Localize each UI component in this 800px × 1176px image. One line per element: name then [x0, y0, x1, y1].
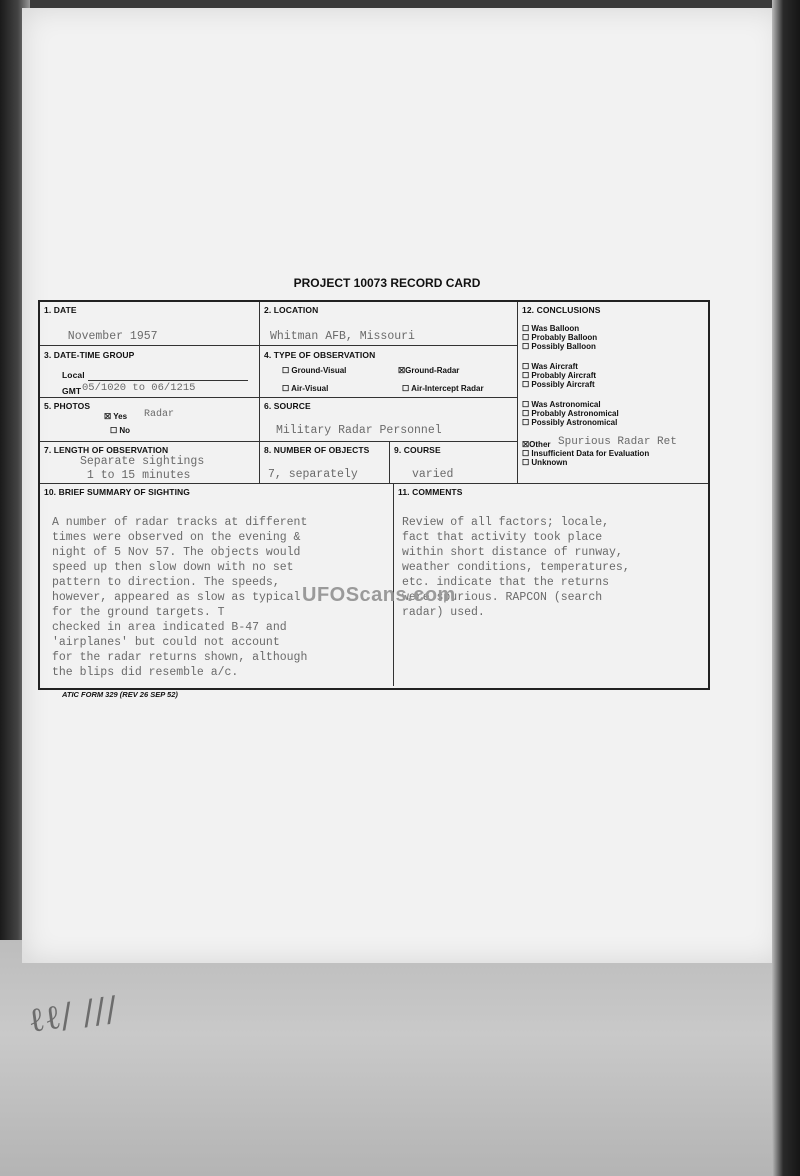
course-value: varied [412, 468, 454, 481]
type-option-ground-radar: ☒Ground-Radar [398, 366, 460, 375]
watermark: UFOScans.com [302, 584, 456, 606]
conclusion-was-aircraft: ☐ Was Aircraft [522, 362, 578, 371]
conclusion-other: ☒Other [522, 440, 551, 449]
length-label: 7. LENGTH OF OBSERVATION [44, 445, 169, 455]
cell-number [260, 442, 390, 484]
summary-line: night of 5 Nov 57. The objects would [52, 546, 301, 559]
photos-yes-note: Radar [144, 409, 175, 420]
comment-line: Review of all factors; locale, [402, 516, 610, 529]
local-label: Local [62, 370, 85, 380]
conclusion-possibly-aircraft: ☐ Possibly Aircraft [522, 380, 595, 389]
location-value: Whitman AFB, Missouri [270, 330, 415, 343]
cell-course [390, 442, 518, 484]
summary-line: times were observed on the evening & [52, 531, 301, 544]
location-label: 2. LOCATION [264, 305, 319, 315]
type-label: 4. TYPE OF OBSERVATION [264, 350, 376, 360]
conclusion-was-astronomical: ☐ Was Astronomical [522, 400, 601, 409]
photos-label: 5. PHOTOS [44, 401, 91, 411]
handwritten-mark: ℓℓ/ /// [25, 988, 120, 1042]
comment-line: within short distance of runway, [402, 546, 623, 559]
type-option-air-visual: ☐ Air-Visual [282, 384, 329, 393]
cell-source [260, 398, 518, 442]
type-option-ground-visual: ☐ Ground-Visual [282, 366, 347, 375]
conclusion-possibly-astronomical: ☐ Possibly Astronomical [522, 418, 618, 427]
conclusion-insufficient-data: ☐ Insufficient Data for Evaluation [522, 449, 650, 458]
summary-line: for the radar returns shown, although [52, 651, 308, 664]
date-value: November 1957 [54, 330, 158, 343]
conclusion-possibly-balloon: ☐ Possibly Balloon [522, 342, 596, 351]
record-card [38, 300, 710, 690]
gmt-label: GMT [62, 386, 82, 396]
type-option-air-intercept-radar: ☐ Air-Intercept Radar [402, 384, 484, 393]
source-value: Military Radar Personnel [276, 424, 442, 437]
comments-label: 11. COMMENTS [398, 487, 463, 497]
photos-no: ☐ No [110, 426, 131, 435]
cell-photos [40, 398, 260, 442]
source-label: 6. SOURCE [264, 401, 311, 411]
cell-length [40, 442, 260, 484]
conclusion-probably-balloon: ☐ Probably Balloon [522, 333, 598, 342]
date-label: 1. DATE [44, 305, 77, 315]
cell-dtg [40, 346, 260, 398]
length-line-2: 1 to 15 minutes [80, 469, 191, 482]
summary-line: however, appeared as slow as typical [52, 591, 301, 604]
summary-line: the blips did resemble a/c. [52, 666, 239, 679]
conclusion-other-value: Spurious Radar Ret [558, 436, 677, 448]
course-label: 9. COURSE [394, 445, 441, 455]
film-margin-bottom [0, 940, 800, 1176]
summary-label: 10. BRIEF SUMMARY OF SIGHTING [44, 487, 190, 497]
local-line [88, 380, 248, 381]
conclusion-was-balloon: ☐ Was Balloon [522, 324, 580, 333]
summary-text [52, 500, 307, 680]
conclusion-probably-aircraft: ☐ Probably Aircraft [522, 371, 597, 380]
cell-location [260, 302, 518, 346]
summary-line: A number of radar tracks at different [52, 516, 308, 529]
summary-line: checked in area indicated B-47 and [52, 621, 287, 634]
summary-line: for the ground targets. T [52, 606, 225, 619]
dtg-label: 3. DATE-TIME GROUP [44, 350, 135, 360]
gmt-value: 05/1020 to 06/1215 [82, 382, 196, 394]
comment-line: weather conditions, temperatures, [402, 561, 630, 574]
card-title: PROJECT 10073 RECORD CARD [293, 276, 481, 290]
length-line-1: Separate sightings [80, 455, 205, 468]
conclusion-unknown: ☐ Unknown [522, 458, 568, 467]
summary-line: pattern to direction. The speeds, [52, 576, 280, 589]
form-id: ATIC FORM 329 (REV 26 SEP 52) [62, 690, 178, 699]
cell-date [40, 302, 260, 346]
comment-line: fact that activity took place [402, 531, 603, 544]
conclusion-probably-astronomical: ☐ Probably Astronomical [522, 409, 619, 418]
summary-line: 'airplanes' but could not account [52, 636, 280, 649]
number-value: 7, separately [268, 468, 358, 481]
photos-yes: ☒ Yes [104, 412, 128, 421]
number-label: 8. NUMBER OF OBJECTS [264, 445, 370, 455]
summary-line: speed up then slow down with no set [52, 561, 294, 574]
cell-conclusions [518, 302, 708, 484]
comment-line: radar) used. [402, 606, 485, 619]
film-edge-right [772, 0, 800, 1176]
comment-line: were spurious. RAPCON (search [402, 591, 603, 604]
conclusions-label: 12. CONCLUSIONS [522, 305, 601, 315]
comment-line: etc. indicate that the returns [402, 576, 610, 589]
cell-type [260, 346, 518, 398]
